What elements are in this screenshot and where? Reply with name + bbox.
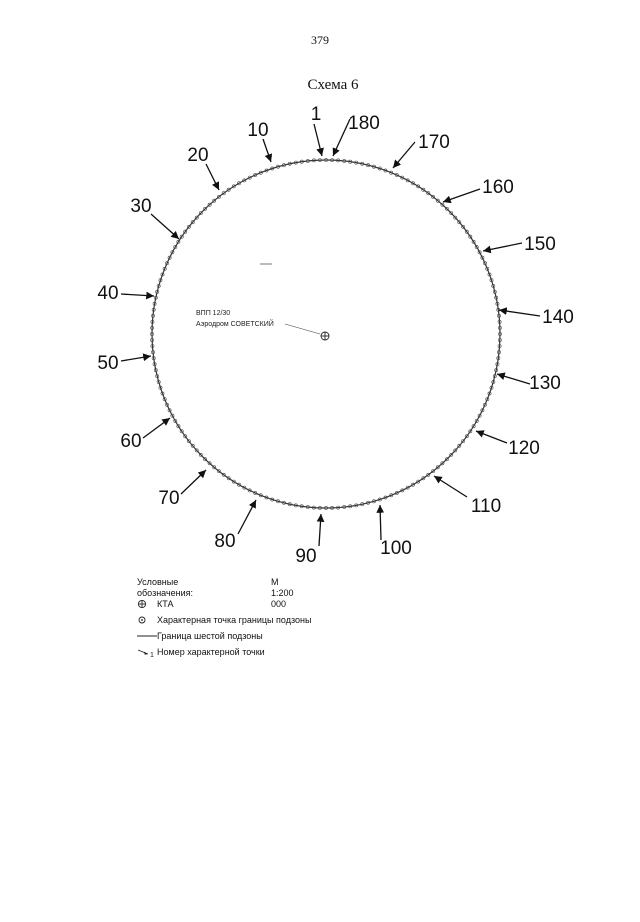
point-number-90: 90 bbox=[295, 546, 317, 567]
leader-arrow-140 bbox=[499, 310, 540, 316]
leader-arrow-150 bbox=[483, 243, 522, 251]
point-leaders bbox=[97, 104, 573, 567]
leader-arrow-90 bbox=[319, 514, 321, 546]
leader-arrow-100 bbox=[380, 505, 381, 540]
leader-arrow-120 bbox=[476, 431, 507, 443]
svg-text:1: 1 bbox=[150, 652, 154, 659]
map-scale: М 1:200 000 bbox=[271, 577, 294, 609]
point-number-10: 10 bbox=[247, 120, 269, 141]
point-number-70: 70 bbox=[158, 488, 180, 509]
point-number-160: 160 bbox=[482, 177, 514, 198]
point-number-180: 180 bbox=[348, 113, 380, 134]
point-number-30: 30 bbox=[130, 196, 152, 217]
aerodrome-leader bbox=[285, 324, 320, 334]
leader-arrow-160 bbox=[443, 189, 480, 202]
point-number-20: 20 bbox=[187, 145, 209, 166]
leader-arrow-50 bbox=[121, 356, 151, 361]
legend-text: КТА bbox=[157, 599, 174, 609]
legend-title: Условные обозначения: bbox=[137, 577, 194, 598]
scheme-title: Схема 6 bbox=[307, 77, 359, 93]
point-number-170: 170 bbox=[418, 132, 450, 153]
point-number-60: 60 bbox=[120, 431, 142, 452]
page-number: 379 bbox=[311, 33, 329, 47]
leader-arrow-170 bbox=[393, 142, 415, 168]
point-number-80: 80 bbox=[214, 531, 236, 552]
legend-text: Граница шестой подзоны bbox=[157, 631, 263, 641]
point-number-140: 140 bbox=[542, 307, 574, 328]
leader-arrow-110 bbox=[434, 476, 467, 497]
point-number-50: 50 bbox=[97, 353, 119, 374]
leader-arrow-30 bbox=[151, 214, 179, 239]
leader-arrow-130 bbox=[497, 374, 530, 384]
point-number-100: 100 bbox=[380, 538, 412, 559]
leader-arrow-1 bbox=[314, 124, 322, 156]
leader-arrow-40 bbox=[121, 294, 154, 296]
point-number-40: 40 bbox=[97, 283, 119, 304]
point-number-150: 150 bbox=[524, 234, 556, 255]
point-number-130: 130 bbox=[529, 373, 561, 394]
aerodrome-name: Аэродром СОВЕТСКИЙ bbox=[196, 321, 274, 328]
point-number-icon bbox=[137, 647, 157, 659]
legend-text: Номер характерной точки bbox=[157, 647, 265, 657]
point-number-1: 1 bbox=[310, 104, 322, 125]
point-number-120: 120 bbox=[508, 438, 540, 459]
legend-text: Характерная точка границы подзоны bbox=[157, 615, 312, 625]
point-number-110: 110 bbox=[470, 496, 502, 517]
leader-arrow-60 bbox=[143, 418, 170, 438]
kta-marker bbox=[321, 332, 329, 340]
leader-arrow-10 bbox=[263, 139, 271, 162]
kta-icon bbox=[137, 599, 157, 611]
leader-arrow-70 bbox=[181, 470, 206, 494]
runway-label: ВПП 12/30 bbox=[196, 310, 231, 317]
leader-arrow-80 bbox=[238, 500, 256, 534]
subzone-boundary bbox=[152, 160, 500, 508]
characteristic-point-icon bbox=[137, 615, 157, 627]
leader-arrow-20 bbox=[206, 164, 219, 190]
boundary-line-icon bbox=[137, 631, 157, 643]
